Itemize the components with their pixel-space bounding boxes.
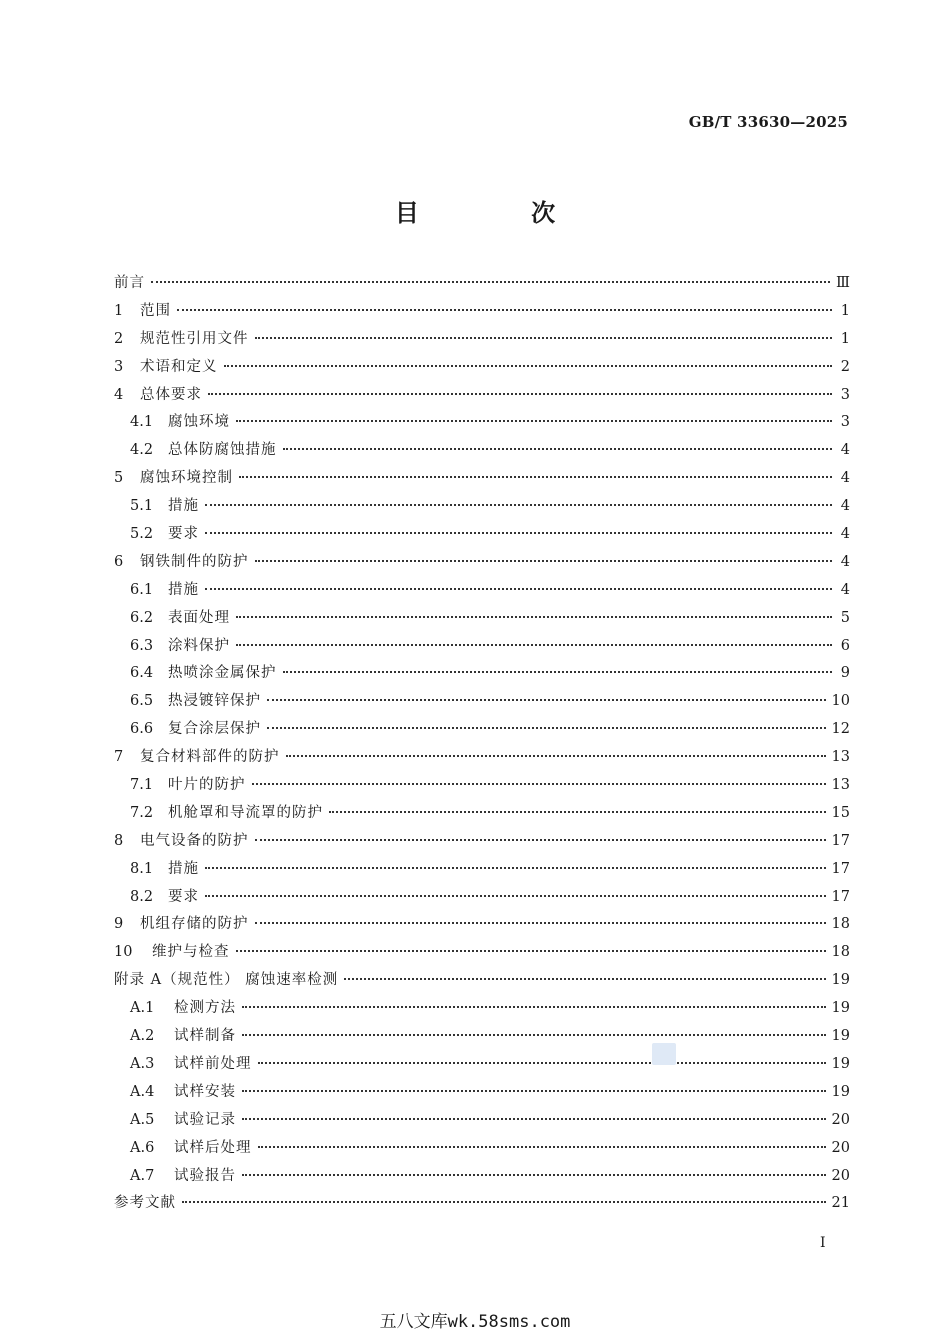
- toc-entry-label: 范围: [140, 302, 171, 319]
- toc-leader-dots: [205, 587, 832, 590]
- toc-entry-label: 试样制备: [174, 1028, 236, 1045]
- watermark-logo-icon: [652, 1043, 676, 1065]
- toc-leader-dots: [267, 726, 826, 729]
- toc-entry-number: 6.1: [130, 581, 154, 598]
- toc-entry-number: 6.2: [130, 609, 154, 626]
- toc-entry-label: 试验记录: [174, 1111, 236, 1128]
- toc-entry-label: 叶片的防护: [168, 777, 246, 794]
- table-of-contents: [114, 270, 850, 1218]
- toc-entry-number: A.4: [130, 1083, 155, 1100]
- toc-leader-dots: [205, 866, 826, 869]
- toc-entry-page: 18: [831, 916, 850, 933]
- toc-entry-number: 4.2: [130, 442, 154, 459]
- toc-entry[interactable]: [114, 382, 850, 410]
- toc-entry-page: 17: [831, 832, 850, 849]
- toc-entry-label: 要求: [168, 526, 199, 543]
- toc-entry[interactable]: [114, 326, 850, 354]
- toc-entry-page: 2: [840, 358, 850, 375]
- toc-entry-page: 4: [840, 581, 850, 598]
- toc-entry-label: 措施: [168, 581, 199, 598]
- toc-leader-dots: [151, 280, 830, 283]
- toc-entry-number: A.7: [130, 1167, 155, 1184]
- toc-entry[interactable]: [114, 298, 850, 326]
- toc-entry[interactable]: [114, 549, 850, 577]
- toc-leader-dots: [239, 475, 832, 478]
- toc-leader-dots: [329, 810, 826, 813]
- toc-entry-number: A.1: [130, 1000, 155, 1017]
- toc-entry[interactable]: [114, 521, 850, 549]
- toc-entry-page: 20: [831, 1111, 850, 1128]
- toc-leader-dots: [286, 754, 826, 757]
- toc-leader-dots: [242, 1005, 826, 1008]
- toc-entry-label: 钢铁制件的防护: [140, 553, 249, 570]
- toc-leader-dots: [205, 894, 826, 897]
- toc-leader-dots: [177, 308, 832, 311]
- toc-entry[interactable]: [114, 605, 850, 633]
- toc-leader-dots: [236, 615, 832, 618]
- toc-entry-number: A.2: [130, 1028, 155, 1045]
- toc-leader-dots: [208, 392, 832, 395]
- toc-entry-number: 6.5: [130, 693, 154, 710]
- toc-entry-page: 3: [840, 386, 850, 403]
- toc-title: 目 次: [394, 199, 608, 227]
- standard-code: GB/T 33630—2025: [688, 113, 848, 131]
- toc-leader-dots: [344, 977, 825, 980]
- toc-leader-dots: [182, 1200, 826, 1203]
- toc-entry-number: 10: [114, 944, 133, 961]
- toc-entry-page: 19: [831, 1000, 850, 1017]
- toc-entry-label: 术语和定义: [140, 358, 218, 375]
- toc-entry-page: 4: [840, 470, 850, 487]
- toc-leader-dots: [224, 364, 833, 367]
- toc-leader-dots: [258, 1145, 826, 1148]
- toc-entry[interactable]: [114, 493, 850, 521]
- toc-leader-dots: [283, 447, 833, 450]
- toc-entry[interactable]: [114, 939, 850, 967]
- toc-entry[interactable]: [114, 1190, 850, 1218]
- toc-entry-label: 规范性引用文件: [140, 330, 249, 347]
- toc-entry-label: 措施: [168, 860, 199, 877]
- toc-entry-page: Ⅲ: [836, 275, 850, 291]
- toc-entry-label: 措施: [168, 498, 199, 515]
- toc-entry-page: 5: [840, 609, 850, 626]
- toc-leader-dots: [236, 419, 832, 422]
- toc-entry-page: 18: [831, 944, 850, 961]
- toc-entry-label: 前言: [114, 275, 145, 291]
- toc-entry[interactable]: [114, 800, 850, 828]
- toc-entry-page: 4: [840, 526, 850, 543]
- toc-leader-dots: [255, 559, 833, 562]
- toc-entry-label: 试样安装: [174, 1083, 236, 1100]
- toc-leader-dots: [205, 531, 832, 534]
- toc-entry-page: 9: [840, 665, 850, 682]
- toc-leader-dots: [205, 503, 832, 506]
- toc-entry-number: A.6: [130, 1139, 155, 1156]
- toc-entry-number: 1: [114, 302, 124, 319]
- toc-leader-dots: [236, 949, 826, 952]
- toc-leader-dots: [258, 1061, 826, 1064]
- toc-leader-dots: [267, 698, 826, 701]
- toc-entry-number: 8.1: [130, 860, 154, 877]
- toc-entry-number: 2: [114, 330, 124, 347]
- toc-entry-page: 1: [840, 302, 850, 319]
- toc-leader-dots: [255, 838, 826, 841]
- toc-entry[interactable]: [114, 688, 850, 716]
- toc-entry[interactable]: [114, 354, 850, 382]
- toc-entry-number: 6.4: [130, 665, 154, 682]
- toc-entry-page: 20: [831, 1139, 850, 1156]
- toc-entry-page: 13: [831, 749, 850, 766]
- toc-entry-number: 9: [114, 916, 124, 933]
- toc-entry-number: 6.6: [130, 721, 154, 738]
- footer-watermark-text: 五八文库wk.58sms.com: [379, 1312, 571, 1332]
- toc-entry-label: 试验报告: [174, 1167, 236, 1184]
- toc-leader-dots: [252, 782, 826, 785]
- toc-entry-page: 4: [840, 553, 850, 570]
- toc-entry-page: 19: [831, 1083, 850, 1100]
- toc-entry-number: 8: [114, 832, 124, 849]
- toc-entry-label: 表面处理: [168, 609, 230, 626]
- toc-entry-page: 19: [831, 1055, 850, 1072]
- toc-entry[interactable]: [114, 828, 850, 856]
- toc-entry-label: 总体要求: [140, 386, 202, 403]
- toc-entry-page: 15: [831, 804, 850, 821]
- toc-entry-page: 19: [831, 972, 850, 989]
- toc-entry[interactable]: [114, 270, 850, 298]
- toc-entry-number: 7: [114, 749, 124, 766]
- toc-entry-label: 电气设备的防护: [140, 832, 249, 849]
- toc-entry[interactable]: [114, 660, 850, 688]
- toc-leader-dots: [242, 1033, 826, 1036]
- toc-entry-page: 20: [831, 1167, 850, 1184]
- toc-entry[interactable]: [114, 577, 850, 605]
- toc-leader-dots: [255, 336, 833, 339]
- toc-entry-number: 5.1: [130, 498, 154, 515]
- toc-entry[interactable]: [114, 911, 850, 939]
- toc-entry-label: 热喷涂金属保护: [168, 665, 277, 682]
- toc-entry-label: 机舱罩和导流罩的防护: [168, 804, 323, 821]
- page-number: I: [820, 1235, 826, 1251]
- toc-entry-page: 12: [831, 721, 850, 738]
- toc-entry-page: 6: [840, 637, 850, 654]
- toc-entry[interactable]: [114, 1163, 850, 1191]
- toc-entry-number: A.5: [130, 1111, 155, 1128]
- toc-entry-number: 5: [114, 470, 124, 487]
- toc-entry-label: 涂料保护: [168, 637, 230, 654]
- toc-entry-label: 参考文献: [114, 1195, 176, 1212]
- toc-entry[interactable]: [114, 772, 850, 800]
- toc-entry-label: 复合涂层保护: [168, 721, 261, 738]
- toc-entry[interactable]: [114, 1107, 850, 1135]
- toc-entry[interactable]: [114, 633, 850, 661]
- toc-entry-page: 21: [831, 1195, 850, 1212]
- toc-entry-page: 17: [831, 860, 850, 877]
- toc-entry-number: 3: [114, 358, 124, 375]
- toc-entry[interactable]: [114, 884, 850, 912]
- toc-entry-label: 试样前处理: [174, 1055, 252, 1072]
- toc-leader-dots: [255, 921, 826, 924]
- toc-entry-label: 热浸镀锌保护: [168, 693, 261, 710]
- toc-entry-number: 4: [114, 386, 124, 403]
- toc-entry-label: 维护与检查: [152, 944, 230, 961]
- toc-entry[interactable]: [114, 1079, 850, 1107]
- toc-entry-number: 6.3: [130, 637, 154, 654]
- toc-entry-number: 8.2: [130, 888, 154, 905]
- toc-entry-page: 13: [831, 777, 850, 794]
- toc-entry-label: 要求: [168, 888, 199, 905]
- toc-leader-dots: [242, 1117, 826, 1120]
- toc-entry-number: A.3: [130, 1055, 155, 1072]
- toc-entry[interactable]: [114, 1051, 850, 1079]
- toc-entry-page: 17: [831, 888, 850, 905]
- toc-leader-dots: [242, 1173, 826, 1176]
- toc-entry-page: 10: [831, 693, 850, 710]
- toc-entry-page: 4: [840, 498, 850, 515]
- toc-entry[interactable]: [114, 995, 850, 1023]
- toc-entry-label: 腐蚀环境控制: [140, 470, 233, 487]
- toc-entry-page: 4: [840, 442, 850, 459]
- toc-entry-number: 7.2: [130, 804, 154, 821]
- toc-entry-label: 总体防腐蚀措施: [168, 442, 277, 459]
- toc-entry-label: 附录 A（规范性） 腐蚀速率检测: [114, 972, 339, 989]
- toc-entry[interactable]: [114, 437, 850, 465]
- toc-entry-page: 3: [840, 414, 850, 431]
- toc-entry-number: 7.1: [130, 777, 154, 794]
- toc-entry-page: 19: [831, 1028, 850, 1045]
- toc-entry[interactable]: [114, 465, 850, 493]
- toc-entry[interactable]: [114, 856, 850, 884]
- toc-entry-page: 1: [840, 330, 850, 347]
- toc-entry-label: 复合材料部件的防护: [140, 749, 280, 766]
- toc-entry[interactable]: [114, 716, 850, 744]
- toc-entry-number: 4.1: [130, 414, 154, 431]
- toc-leader-dots: [242, 1089, 826, 1092]
- toc-entry[interactable]: [114, 1023, 850, 1051]
- toc-entry-number: 6: [114, 553, 124, 570]
- toc-entry-number: 5.2: [130, 526, 154, 543]
- toc-entry[interactable]: [114, 967, 850, 995]
- toc-entry-label: 试样后处理: [174, 1139, 252, 1156]
- toc-entry[interactable]: [114, 1135, 850, 1163]
- toc-entry[interactable]: [114, 409, 850, 437]
- toc-entry-label: 腐蚀环境: [168, 414, 230, 431]
- toc-leader-dots: [236, 643, 832, 646]
- toc-entry[interactable]: [114, 744, 850, 772]
- toc-leader-dots: [283, 670, 833, 673]
- toc-entry-label: 检测方法: [174, 1000, 236, 1017]
- toc-entry-label: 机组存储的防护: [140, 916, 249, 933]
